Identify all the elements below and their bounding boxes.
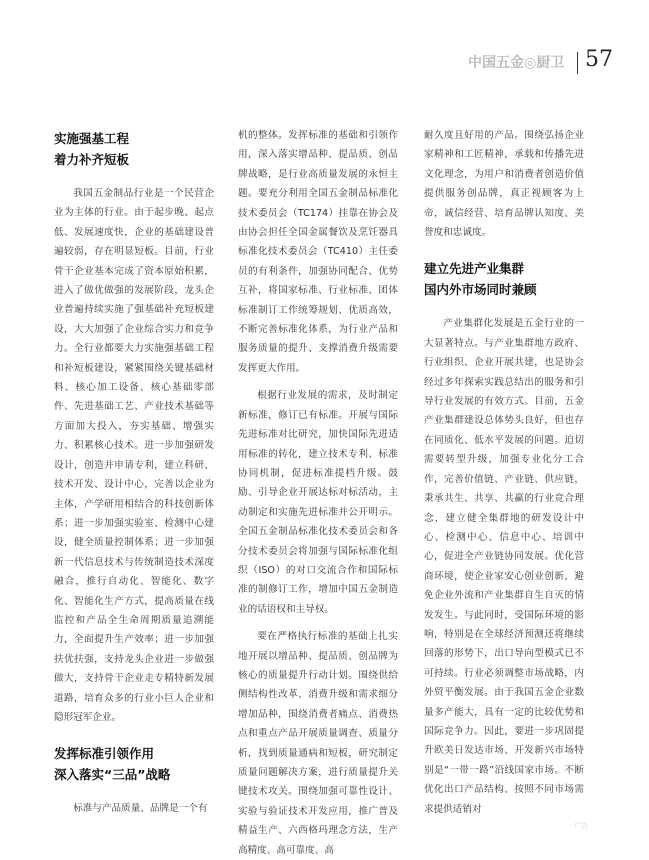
- section-heading-line1: 建立先进产业集群: [424, 261, 525, 277]
- column-3: [424, 126, 584, 819]
- article-paragraph: 产业集群化发展是五金行业的一大显著特点。与产业集群地方政府、行业组织、企业开展共建，也是协会经过多年探索实践总结出的服务和引导行业发展的有效方式。目前，五金产业集群建设总体势头良好，但也存在同质化、低水平发展的问题。迫切需要转型升级，加强专业化分工合作，完善价值链、产业链、供应链，秉承共生、共享、共赢的行业竞合理念，建立健全集群地的研发设计中心、检测中心、信息中心、培训中心，促进全产业链协同发展。优化营商环境，使企业家安心创业创新，避免企业外流和产业集群自生自灭的情发发生。与此同时，受国际环境的影响，特别是在全球经济预测还将继续回落的形势下，出口导向型模式已不可持续。行业必须调整市场战略，内外贸平衡发展。由于我国五金企业数量多产能大，具有一定的比较优势和国际竞争力。因此，要进一步巩固提升欧美日发达市场、开发新兴市场特别是“一带一路”沿线国家市场。不断优化出口产品结构、按照不同市场需求提供适销对: [424, 318, 584, 815]
- footer-mark: 广告: [574, 822, 588, 830]
- article-paragraph: 我国五金制品行业是一个民营企业为主体的行业。由于起步晚、起点低、发展速度快，企业的基础建设普遍较弱，存在明显短板。目前，行业骨干企业基本完成了资本原始积累，进入了做优做强的发展阶段，龙头企业普遍持续实施了强基础补充短板建设，大大加强了企业综合实力和竞争力。全行业都要大力实施强基础工程和补短板建设，紧紧围绕关键基础材料、核心加工设备、核心基础零部件、先进基础工艺、产业技术基础等方面加大投入，夯实基础、增强实力、积累核心技术。进一步加强研发设计，创造并申请专利，建立科研、技术开发、设计中心，完善以企业为主体，产学研用相结合的科技创新体系；进一步加强实验室、检测中心建设，健全质量控制体系；进一步加强新一代信息技术与传统制造技术深度融合，推行自动化、智能化、数字化、智能化生产方式，提高质量在线监控和产品全生命周期质量追溯能力，全面提升生产效率；进一步加强扶优扶强，支持龙头企业进一步做强做大，支持骨干企业走专精特新发展道路，培育众多的行业小巨人企业和隐形冠军企业。: [54, 188, 214, 723]
- column-2: [238, 126, 398, 860]
- article-paragraph: 标准与产品质量、品牌是一个有: [73, 803, 208, 815]
- header-divider: [577, 52, 578, 74]
- article-paragraph: 耐久度且好用的产品。围绕弘扬企业家精神和工匠精神，承载和传播先进文化理念，为用户和消费者创造价值提供服务创品牌，真正视顾客为上帝，诚信经营、培育品牌认知度、美誉度和忠诚度。: [424, 130, 584, 239]
- section-heading-line2: 国内外市场同时兼顾: [424, 282, 537, 298]
- column-1: [54, 128, 214, 819]
- section-heading-line2: 深入落实“三品”战略: [54, 767, 171, 783]
- article-paragraph: 要在严格执行标准的基础上扎实地开展以增品种、提品质、创品牌为核心的质量提升行动计划。围绕供给侧结构性改革、消费升级和需求细分增加品种，围绕消费者痛点、消费热点和重点产品开展质量调查、质量分析，找到质量通病和短板，研究制定质量问题解决方案，进行质量提升关键技术攻关。围绕加强可靠性设计、实验与验证技术开发应用，推广普及精益生产、六西格玛理念方法，生产高精度、高可靠度、高: [238, 631, 398, 856]
- article-paragraph: 机的整体。发挥标准的基础和引领作用，深入落实增品种、提品质、创品牌战略，是行业高质量发展的永恒主题。要充分利用全国五金制品标准化技术委员会（TC174）挂靠在协会及由协会担任全国金属餐饮及烹饪器具标准化技术委员会（TC410）主任委员的有利条件，加强协同配合、优势互补，将国家标准、行业标准、团体标准制订工作统筹规划、优质高效，不断完善标准化体系，为行业产品和服务质量的提升、支撑消费升级需要发挥更大作用。: [238, 130, 398, 374]
- section-heading-line1: 发挥标准引领作用: [54, 746, 155, 762]
- section-heading-line2: 着力补齐短板: [54, 152, 130, 167]
- article-paragraph: 根据行业发展的需求，及时制定新标准，修订已有标准。开展与国际先进标准对比研究，加快国际先进适用标准的转化，建立技术专利、标准协同机制，促进标准提档升级。鼓励、引导企业开展达标对标活动，主动制定和实施先进标准并公开明示。全国五金制品标准化技术委员会和各分技术委员会将加强与国际标准化组织（ISO）的对口交流合作和国际标准的制修订工作，增加中国五金制造业的话语权和主导权。: [238, 390, 398, 615]
- section-heading-line1: 实施强基工程: [54, 131, 130, 146]
- page-number: 57: [585, 47, 613, 72]
- magazine-logo: 中国五金◎厨卫: [468, 55, 565, 71]
